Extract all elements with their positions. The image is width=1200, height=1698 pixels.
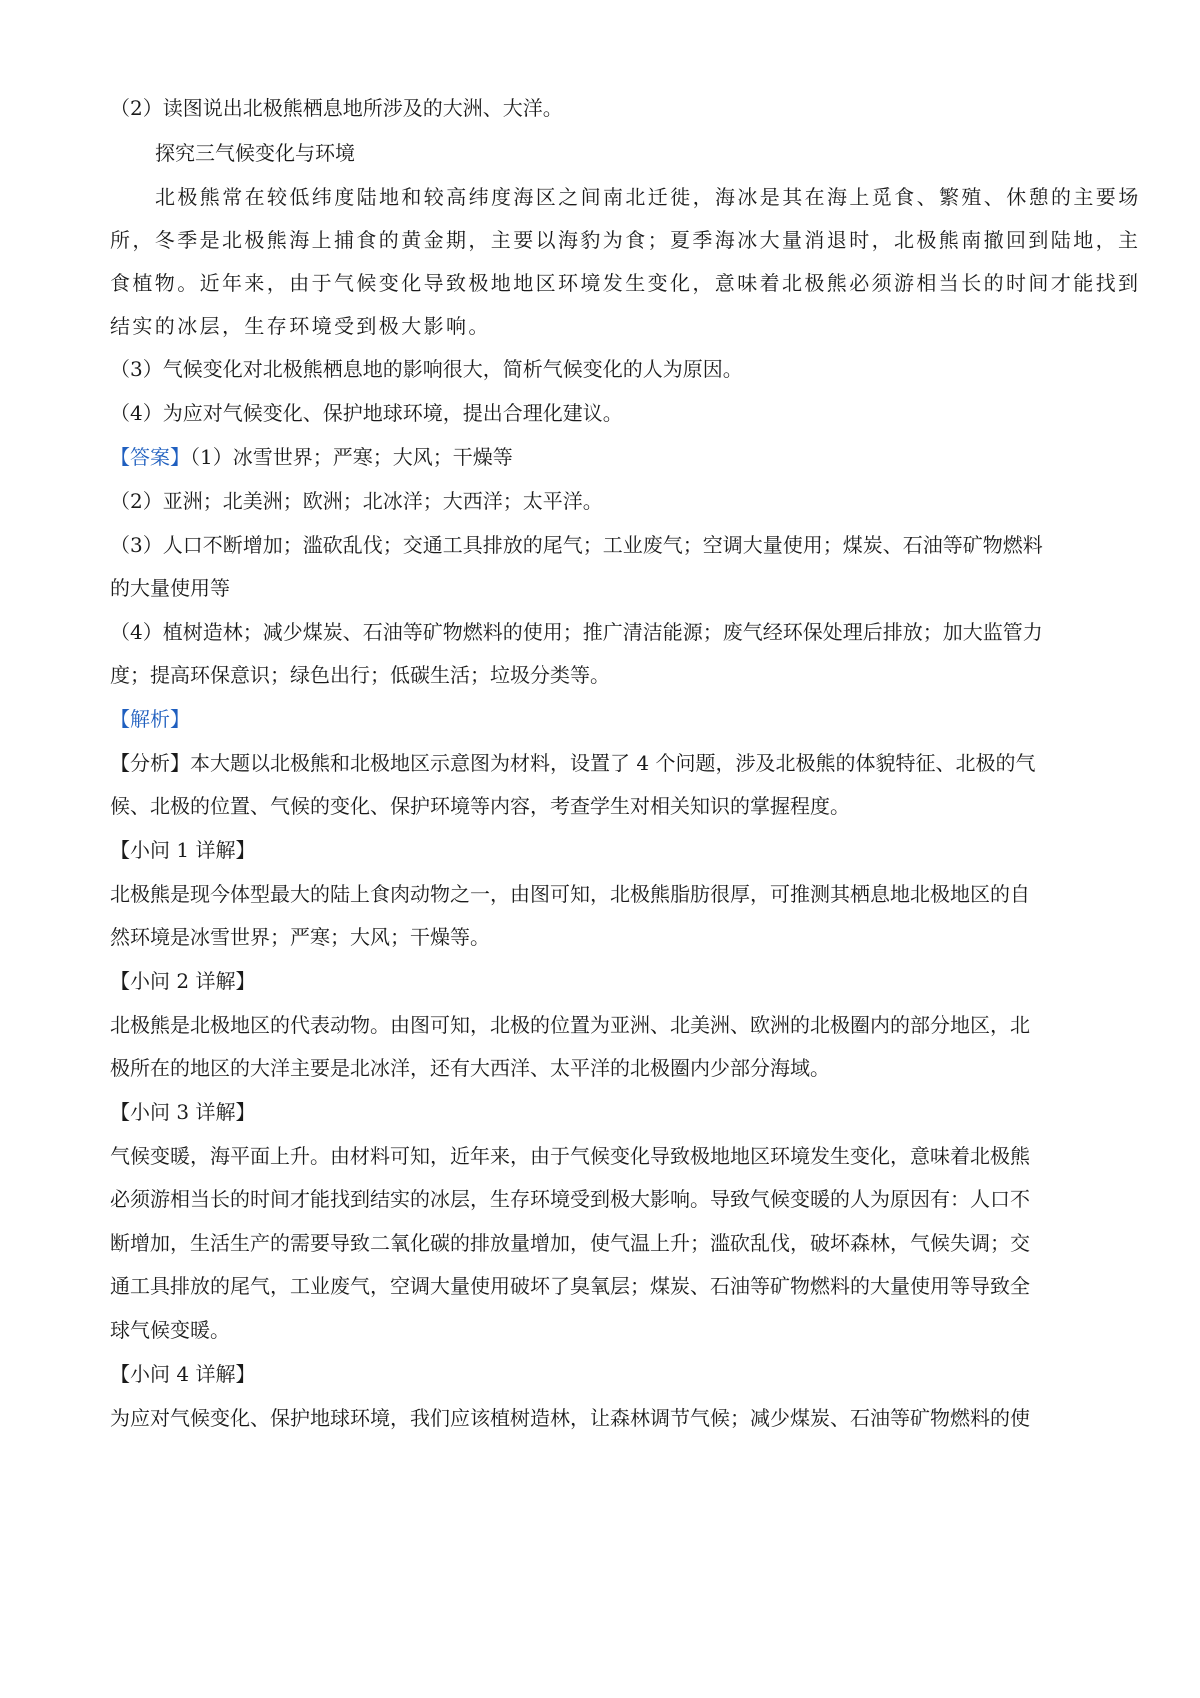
detail-1-line-1: 北极熊是现今体型最大的陆上食肉动物之一，由图可知，北极熊脂肪很厚，可推测其栖息地北极地区的自: [110, 882, 1030, 906]
answer-2: （2）亚洲；北美洲；欧洲；北冰洋；大西洋；太平洋。: [110, 489, 603, 513]
detail-3-line-5: 球气候变暖。: [110, 1318, 230, 1342]
material-line-1: 北极熊常在较低纬度陆地和较高纬度海区之间南北迁徙，海冰是其在海上觅食、繁殖、休憩的主要场: [155, 185, 1141, 209]
answer-4-line-1: （4）植树造林；减少煤炭、石油等矿物燃料的使用；推广清洁能源；废气经环保处理后排放；加大监管力: [110, 620, 1043, 644]
material-line-3: 食植物。近年来，由于气候变化导致极地地区环境发生变化，意味着北极熊必须游相当长的时间才能找到: [110, 271, 1141, 295]
answer-1: （1）冰雪世界；严寒；大风；干燥等: [190, 445, 513, 469]
detail-3-label: 【小问 3 详解】: [110, 1100, 256, 1124]
material-line-4: 结实的冰层，生存环境受到极大影响。: [110, 314, 491, 338]
analysis-intro-line-1: 【分析】本大题以北极熊和北极地区示意图为材料，设置了 4 个问题，涉及北极熊的体貌特征、北极的气: [110, 751, 1036, 775]
detail-1-line-2: 然环境是冰雪世界；严寒；大风；干燥等。: [110, 925, 490, 949]
analysis-label: 【解析】: [110, 707, 190, 731]
question-2: （2）读图说出北极熊栖息地所涉及的大洲、大洋。: [110, 96, 563, 120]
material-line-2: 所，冬季是北极熊海上捕食的黄金期，主要以海豹为食；夏季海冰大量消退时，北极熊南撤回到陆地，主: [110, 228, 1141, 252]
detail-1-label: 【小问 1 详解】: [110, 838, 256, 862]
detail-3-line-2: 必须游相当长的时间才能找到结实的冰层，生存环境受到极大影响。导致气候变暖的人为原因有：人口不: [110, 1187, 1030, 1211]
answer-4-line-2: 度；提高环保意识；绿色出行；低碳生活；垃圾分类等。: [110, 663, 610, 687]
analysis-intro-line-2: 候、北极的位置、气候的变化、保护环境等内容，考查学生对相关知识的掌握程度。: [110, 794, 850, 818]
detail-2-line-1: 北极熊是北极地区的代表动物。由图可知，北极的位置为亚洲、北美洲、欧洲的北极圈内的部分地区，北: [110, 1013, 1030, 1037]
question-3: （3）气候变化对北极熊栖息地的影响很大，简析气候变化的人为原因。: [110, 357, 743, 381]
detail-3-line-1: 气候变暖，海平面上升。由材料可知，近年来，由于气候变化导致极地地区环境发生变化，意味着北极熊: [110, 1144, 1030, 1168]
detail-4-label: 【小问 4 详解】: [110, 1362, 256, 1386]
answer-line: [110, 443, 1100, 471]
detail-4-line-1: 为应对气候变化、保护地球环境，我们应该植树造林，让森林调节气候；减少煤炭、石油等矿物燃料的使: [110, 1406, 1030, 1430]
answer-label: 【答案】: [110, 445, 190, 469]
question-4: （4）为应对气候变化、保护地球环境，提出合理化建议。: [110, 401, 623, 425]
detail-2-line-2: 极所在的地区的大洋主要是北冰洋，还有大西洋、太平洋的北极圈内少部分海域。: [110, 1056, 830, 1080]
detail-2-label: 【小问 2 详解】: [110, 969, 256, 993]
answer-3-line-2: 的大量使用等: [110, 576, 230, 600]
detail-3-line-3: 断增加，生活生产的需要导致二氧化碳的排放量增加，使气温上升；滥砍乱伐，破坏森林，气候失调；交: [110, 1231, 1030, 1255]
section-3-title: 探究三气候变化与环境: [155, 141, 355, 165]
answer-3-line-1: （3）人口不断增加；滥砍乱伐；交通工具排放的尾气；工业废气；空调大量使用；煤炭、石油等矿物燃料: [110, 533, 1043, 557]
detail-3-line-4: 通工具排放的尾气，工业废气，空调大量使用破坏了臭氧层；煤炭、石油等矿物燃料的大量使用等导致全: [110, 1274, 1030, 1298]
